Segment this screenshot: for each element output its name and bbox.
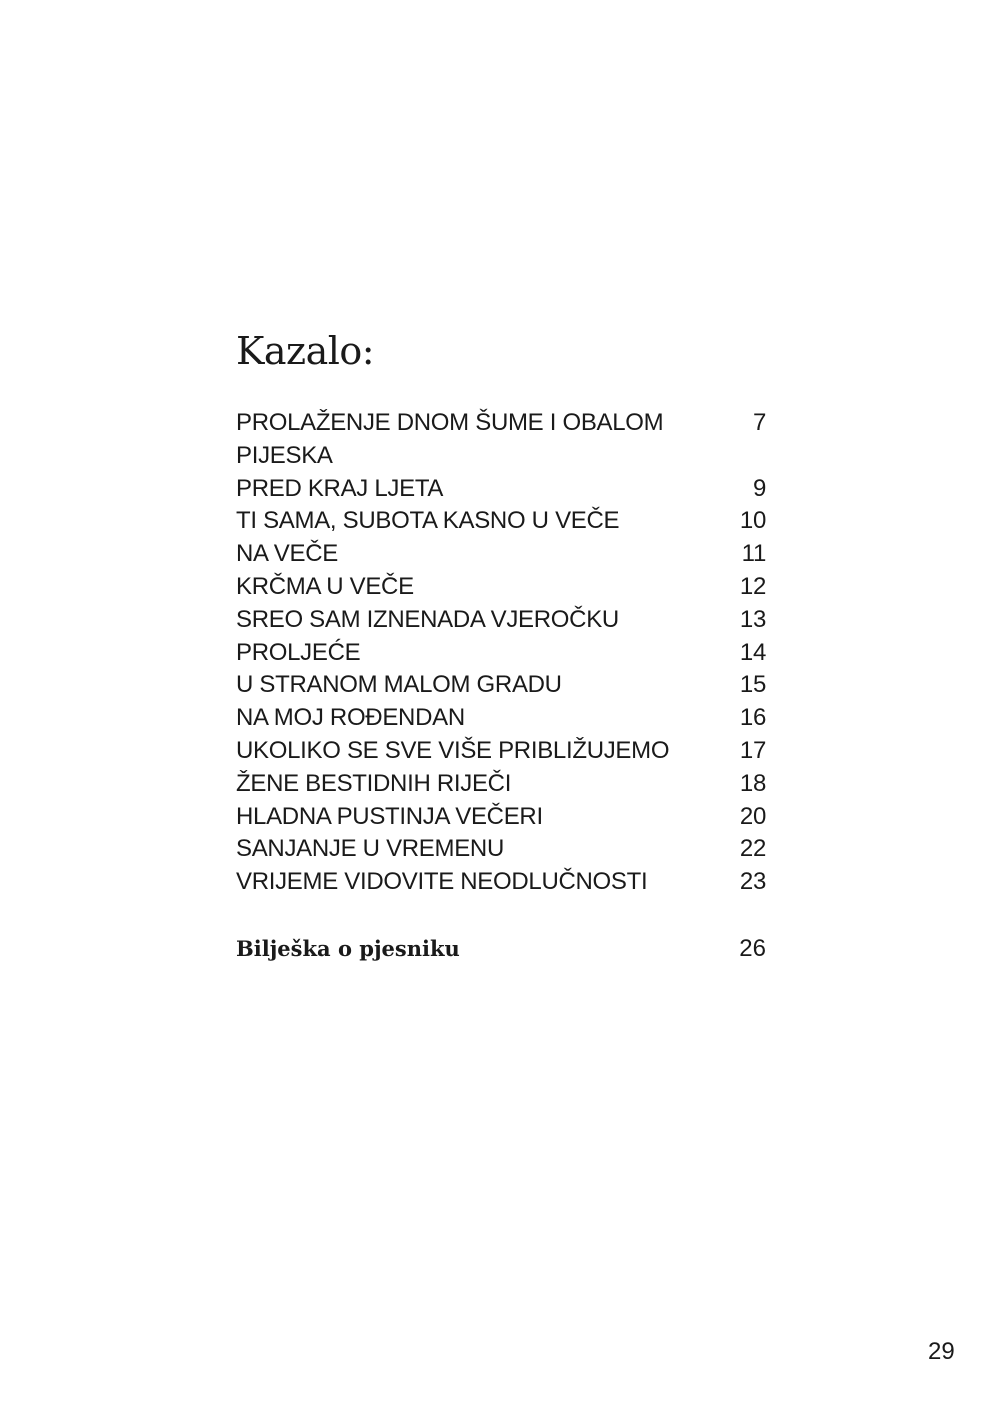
toc-entry: [236, 571, 766, 604]
toc-entry: [236, 669, 766, 702]
toc-entry-page: 18: [739, 769, 766, 797]
toc-entry: [236, 637, 766, 670]
toc-appendix-page: 26: [739, 934, 766, 962]
toc-entry-title: ŽENE BESTIDNIH RIJEČI: [236, 769, 512, 797]
toc-entry: [236, 801, 766, 834]
toc-entry: [236, 473, 766, 506]
toc-entry: [236, 768, 766, 801]
toc-entry-title: U STRANOM MALOM GRADU: [236, 671, 562, 699]
toc-entry-page: 20: [739, 802, 766, 830]
toc-appendix-title: Bilješka o pjesniku: [236, 935, 460, 961]
toc-entry-title: PRED KRAJ LJETA: [236, 474, 444, 502]
toc-entry-title: PROLAŽENJE DNOM ŠUME I OBALOM PIJESKA: [236, 409, 664, 469]
toc-entry-page: 13: [739, 605, 766, 633]
toc-entry: [236, 538, 766, 571]
toc-entry: [236, 735, 766, 768]
toc-entry-page: 11: [741, 540, 766, 568]
toc-entry-page: 12: [739, 572, 766, 600]
toc-entry-page: 16: [739, 704, 766, 732]
toc-entry-title: VRIJEME VIDOVITE NEODLUČNOSTI: [236, 868, 648, 896]
toc-entry-title: PROLJEĆE: [236, 638, 361, 666]
toc-appendix-entry: [236, 933, 766, 965]
toc-title: Kazalo:: [236, 329, 375, 373]
page-number: 29: [928, 1338, 955, 1365]
table-of-contents: [236, 325, 766, 965]
toc-entry-title: TI SAMA, SUBOTA KASNO U VEČE: [236, 507, 620, 535]
toc-entry-title: KRČMA U VEČE: [236, 572, 414, 600]
toc-list: [236, 407, 766, 899]
toc-entry-page: 9: [752, 474, 766, 502]
toc-entry-page: 23: [739, 868, 766, 896]
toc-entry: [236, 833, 766, 866]
toc-entry-title: HLADNA PUSTINJA VEČERI: [236, 802, 543, 830]
toc-entry-page: 22: [739, 835, 766, 863]
toc-entry: [236, 407, 766, 473]
toc-entry-title: UKOLIKO SE SVE VIŠE PRIBLIŽUJEMO: [236, 736, 670, 764]
toc-entry-title: NA MOJ ROĐENDAN: [236, 704, 465, 732]
toc-entry-page: 10: [739, 507, 766, 535]
toc-entry-page: 17: [739, 736, 766, 764]
toc-entry: [236, 604, 766, 637]
toc-entry-title: SREO SAM IZNENADA VJEROČKU: [236, 605, 619, 633]
toc-entry-title: SANJANJE U VREMENU: [236, 835, 504, 863]
toc-entry-page: 15: [739, 671, 766, 699]
toc-entry-page: 7: [752, 409, 766, 436]
toc-entry: [236, 866, 766, 899]
toc-entry-page: 14: [739, 638, 766, 666]
toc-entry: [236, 505, 766, 538]
toc-entry-title: NA VEČE: [236, 540, 338, 568]
toc-entry: [236, 702, 766, 735]
